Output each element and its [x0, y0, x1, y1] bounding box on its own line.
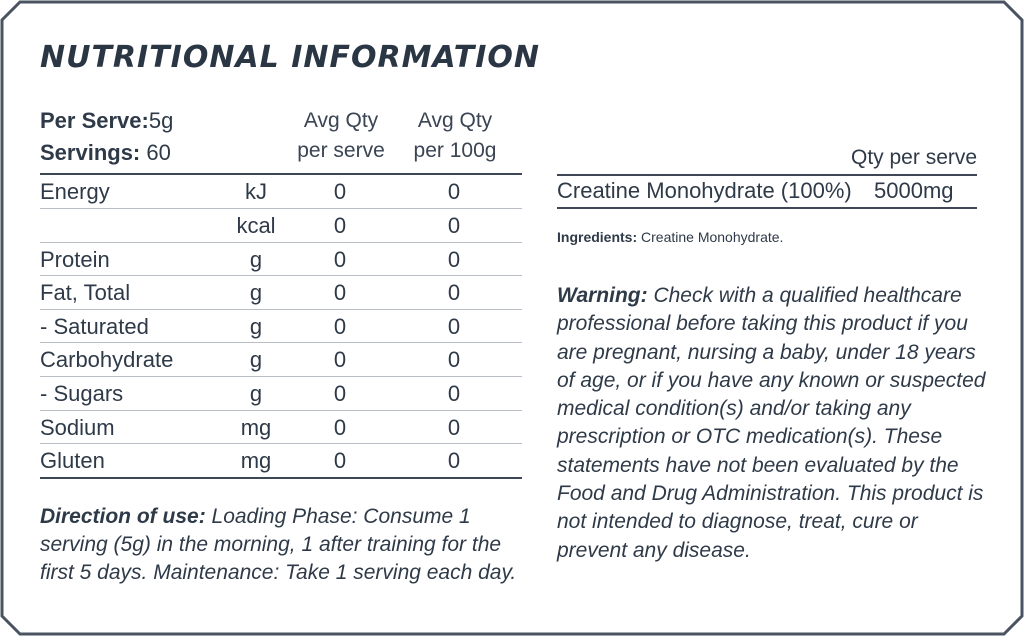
warning-block [557, 282, 987, 565]
ingredients-line [557, 229, 783, 245]
table-row: Carbohydrate g 0 0 [40, 347, 461, 372]
servings-value: 60 [146, 140, 171, 165]
per-serve-value: 5g [148, 108, 174, 133]
table-row: Protein g 0 0 [40, 247, 461, 272]
servings-line [40, 140, 171, 166]
direction-label: Direction of use: [40, 505, 206, 528]
table-bottom-rule [40, 477, 522, 479]
ingredient-qty: 5000mg [874, 178, 954, 203]
warning-label: Warning: [557, 284, 648, 307]
table-row: Sodium mg 0 0 [40, 415, 461, 440]
warning-text: Check with a qualified healthcare professional before taking this product if you are pregnant, nursing a baby, under 18 years of age, or if you have any known or suspected medical condition(s) and/or taking any prescription or OTC medication(s). These statements have not been evaluated by the Food and Drug Administration. This product is not intended to diagnose, treat, cure or prevent any disease. [557, 284, 986, 562]
per-serve-line [40, 108, 173, 134]
qty-per-serve-header: Qty per serve [851, 146, 978, 169]
ingredient-top-rule [557, 174, 977, 176]
table-row: Energy kJ 0 0 [40, 179, 461, 204]
table-row: kcal 0 0 [236, 213, 461, 238]
direction-text: Loading Phase: Consume 1 serving (5g) in the morning, 1 after training for the first 5 days. Maintenance: Take 1 serving each day. [40, 505, 517, 584]
table-row: Fat, Total g 0 0 [40, 280, 461, 305]
table-row: Gluten mg 0 0 [40, 448, 461, 473]
servings-label: Servings: [40, 140, 141, 165]
table-row: - Saturated g 0 0 [40, 314, 461, 339]
page-title: NUTRITIONAL INFORMATION [40, 40, 541, 75]
table-row: - Sugars g 0 0 [40, 381, 461, 406]
ingredient-bottom-rule [557, 207, 977, 209]
per-serve-label: Per Serve: [40, 108, 149, 133]
direction-of-use [40, 503, 530, 587]
ingredients-text: Creatine Monohydrate. [637, 229, 784, 245]
col-header-per-serve: Avg Qty per serve [297, 109, 385, 162]
ingredients-label: Ingredients: [557, 229, 638, 245]
col-header-per-100g: Avg Qty per 100g [413, 109, 497, 162]
ingredient-name: Creatine Monohydrate (100%) [557, 178, 852, 203]
